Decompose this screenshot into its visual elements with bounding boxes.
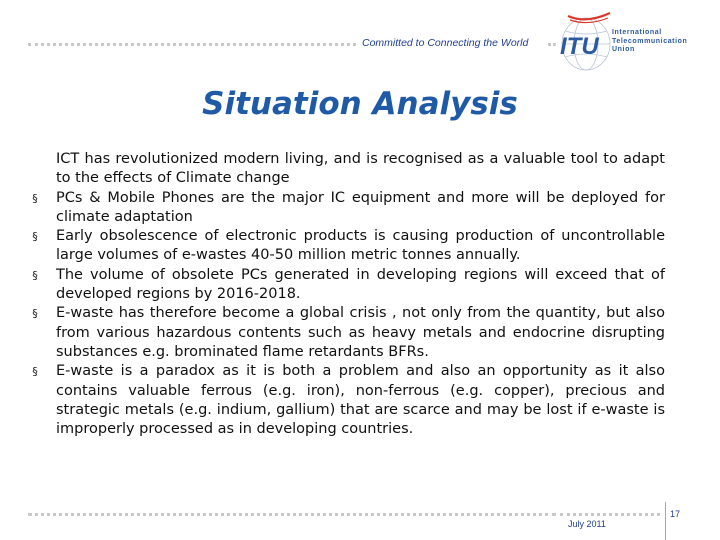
logo-org-line: Telecommunication xyxy=(612,37,688,45)
bullet-item xyxy=(32,362,665,439)
square-bullet-icon: § xyxy=(32,230,38,244)
square-bullet-icon: § xyxy=(32,307,38,321)
bullet-text: ICT has revolutionized modern living, and is recognised as a valuable tool to adapt to the effects of Climate change xyxy=(56,151,665,187)
bullet-text: Early obsolescence of electronic products is causing production of uncontrollable large volumes of e-wastes 40-50 million metric tonnes annually. xyxy=(56,228,665,264)
header-divider-left xyxy=(28,43,356,46)
bullet-item xyxy=(32,189,665,228)
square-bullet-icon: § xyxy=(32,268,38,282)
header-tagline: Committed to Connecting the World xyxy=(362,37,529,49)
logo-org-name xyxy=(612,29,687,55)
logo-org-line: International xyxy=(612,29,662,36)
header-divider-right xyxy=(548,43,556,46)
logo-org-line: Union xyxy=(612,46,635,53)
page-number: 17 xyxy=(670,509,681,519)
square-bullet-icon: § xyxy=(32,191,38,205)
footer-date: July 2011 xyxy=(568,519,606,529)
bullet-item xyxy=(32,227,665,266)
logo-acronym: ITU xyxy=(560,33,599,60)
bullet-item xyxy=(32,304,665,362)
footer-divider-left xyxy=(28,513,556,516)
bullet-text: The volume of obsolete PCs generated in developing regions will exceed that of developed regions by 2016-2018. xyxy=(56,266,665,303)
bullet-text: PCs & Mobile Phones are the major IC equipment and more will be deployed for climate adaptation xyxy=(56,189,665,225)
footer-divider-right xyxy=(560,513,660,516)
slide-title: Situation Analysis xyxy=(202,86,518,122)
bullet-item xyxy=(56,150,665,189)
bullet-text: E-waste is a paradox as it is both a problem and also an opportunity as it also contains valuable ferrous (e.g. iron), non-ferrous (e.g. copper), precious and strategic metals (e.g. indium, gallium) that are scarce and may be lost if e-waste is improperly processed as in developing countries. xyxy=(56,363,665,438)
bullet-text: E-waste has therefore become a global crisis , not only from the quantity, but also from various hazardous contents such as heavy metals and endocrine disrupting substances e.g. brominated flame retardants BFRs. xyxy=(56,305,665,360)
bullet-item xyxy=(32,266,665,305)
footer-separator xyxy=(665,502,666,540)
square-bullet-icon: § xyxy=(32,365,38,379)
bullet-list xyxy=(32,150,665,439)
